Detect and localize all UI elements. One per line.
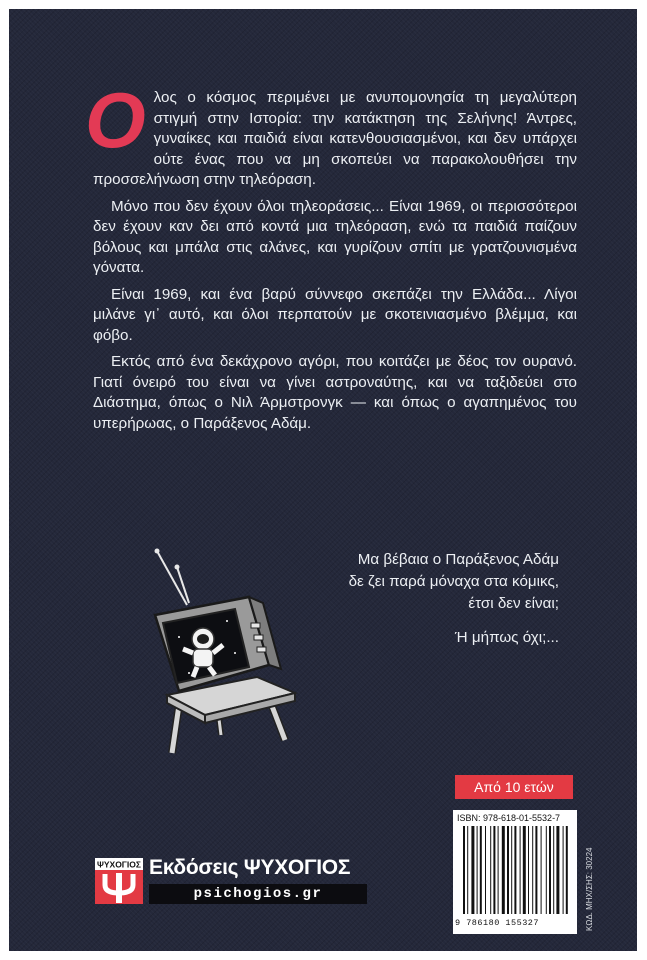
age-badge: Από 10 ετών [455,775,573,799]
blurb-paragraph-1: Ολος ο κόσμος περιμένει με ανυπομονησία τη μεγαλύτερη στιγμή στην Ιστορία: την κατάκτηση της Σελήνης! Άντρες, γυναίκες και παιδιά είναι κατενθουσιασμένοι, και δεν υπάρχει ούτε ένας που να μη σκοπεύει να παρακολουθήσει την προσσελήνωση στην τηλεόραση. [85,76,577,188]
psi-logo-icon [95,858,143,904]
back-cover [9,9,637,951]
logo-text: ΨΥΧΟΓΙΟΣ [96,859,142,870]
teaser-line-4: Ή μήπως όχι;... [454,629,559,646]
barcode-icon [463,826,569,916]
barcode-box [453,810,577,934]
teaser-line-1: Μα βέβαια ο Παράξενος Αδάμ [357,551,559,568]
teaser-text [349,549,559,649]
tv-astronaut-illustration [117,545,327,755]
blurb-paragraph-4: Εκτός από ένα δεκάχρονο αγόρι, που κοιτάζει με δέος τον ουρανό. Γιατί όνειρό του είναι να γίνει αστροναύτης, και να ταξιδεύει στο Διάστημα, όπως ο Νιλ Άρμστρονγκ — και όπως ο αγαπημένος του υπερήρωας, ο Παράξενος Αδάμ. [93,353,577,432]
drop-cap: Ο [85,76,146,164]
isbn-label: ISBN: 978-618-01-5532-7 [457,813,561,823]
blurb-paragraph-3: Είναι 1969, και ένα βαρύ σύννεφο σκεπάζει την Ελλάδα... Λίγοι μιλάνε γι᾽ αυτό, και όλοι περπατούν με σκοτεινιασμένο βλέμμα, και φόβο. [93,285,577,344]
barcode-number: 9 786180 155327 [455,918,540,928]
product-code: ΚΩΔ. ΜΗΧ/ΣΗΣ: 30224 [585,847,594,931]
teaser-line-3: έτσι δεν είναι; [468,595,559,612]
publisher-name: Εκδόσεις ΨΥΧΟΓΙΟΣ [149,856,351,879]
blurb-paragraph-2: Μόνο που δεν έχουν όλοι τηλεοράσεις... Είναι 1969, οι περισσότεροι δεν έχουν καν δει από κοντά μια τηλεόραση, ενώ τα παιδιά παίζουν βόλους και μπάλα στις αλάνες, και γυρίζουν σπίτι με γρατζουνισμένα γόνατα. [93,197,577,276]
publisher-url: psichogios.gr [149,884,367,904]
teaser-line-2: δε ζει παρά μόναχα στα κόμικς, [348,573,559,590]
blurb-text [85,76,577,440]
